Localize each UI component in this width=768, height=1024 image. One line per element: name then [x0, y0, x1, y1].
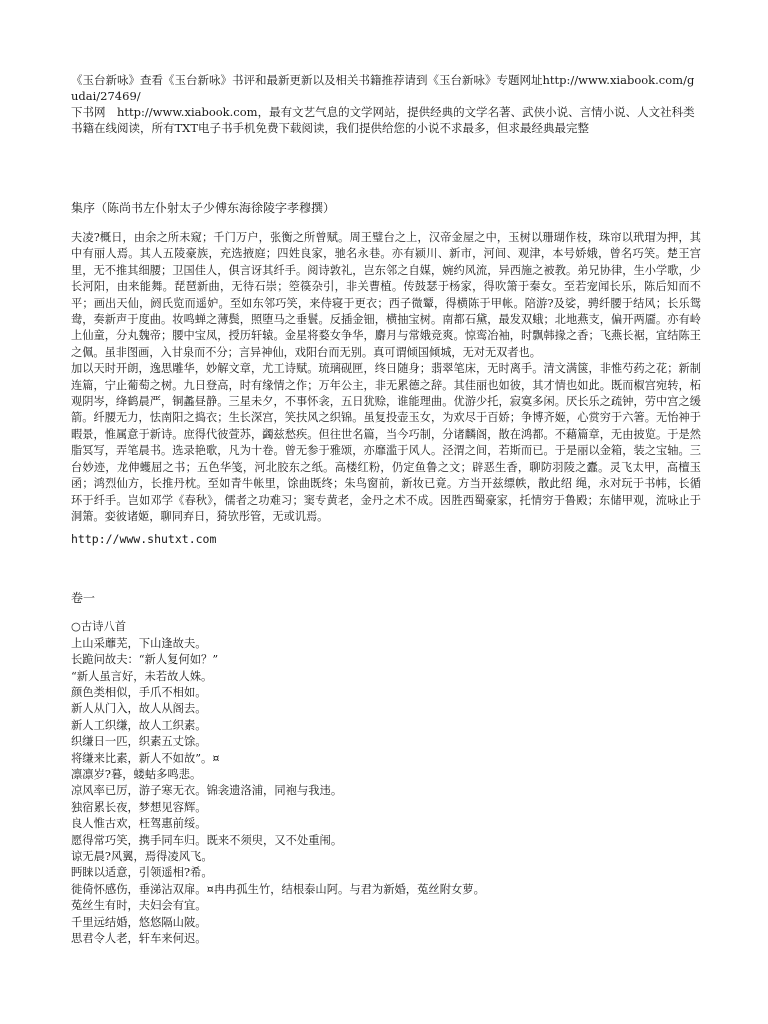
poem-line: 长跪问故夫：“新人复何如？” — [71, 653, 219, 667]
poem-line: 新人工织缣，故人工织素。 — [71, 718, 207, 732]
section-heading: ○古诗八首 — [71, 620, 127, 634]
poem-line: 菟丝生有时，夫妇会有宜。 — [71, 899, 207, 913]
poem-line: 将缣来比素，新人不如故”。¤ — [71, 751, 220, 765]
header-line-topic: 《玉台新咏》查看《玉台新咏》书评和最新更新以及相关书籍推荐请到《玉台新咏》专题网址http://www.xiabook.com/gudai/27469/ — [71, 73, 695, 103]
preface-title: 集序（陈尚书左仆射太子少傅东海徐陵字孝穆撰） — [71, 201, 336, 215]
poem-line: 思君令人老，轩车来何迟。 — [71, 932, 207, 946]
document-page — [71, 72, 701, 947]
poem-line: 凉风率已厉，游子寒无衣。锦衾遗洛浦，同袍与我违。 — [71, 784, 343, 798]
poem-line: 愿得常巧笑，携手同车归。既来不须臾，又不处重闱。 — [71, 833, 343, 847]
poem-line: 谅无晨?风翼，焉得凌风飞。 — [71, 850, 213, 863]
poem-line: 凛凛岁?暮，蝼蛄多鸣悲。 — [71, 767, 202, 781]
poem-line: 织缣日一匹，织素五丈馀。 — [71, 735, 207, 749]
poem-line: 良人惟古欢，枉驾惠前绥。 — [71, 817, 207, 831]
volume-title: 卷一 — [71, 591, 96, 606]
poem-line: 千里远结婚，悠悠隔山陂。 — [71, 915, 207, 929]
poem-line: 上山采蘼芜，下山逢故夫。 — [71, 636, 207, 650]
poem-lines — [71, 619, 701, 947]
poem-line: 徙倚怀感伤，垂涕沾双扉。¤冉冉孤生竹，结根泰山阿。与君为新婚，菟丝附女萝。 — [71, 882, 485, 896]
poem-line: “新人虽言好，未若故人姝。 — [71, 669, 213, 683]
poem-line: 眄睐以适意，引领遥相?希。 — [71, 866, 213, 880]
poem-line: 新人从门入，故人从阁去。 — [71, 702, 207, 716]
source-url: http://www.shutxt.com — [71, 532, 217, 547]
header-line-site: 下书网 http://www.xiabook.com，最有文艺气息的文学网站，提供经典的文学名著、武侠小说、言情小说、人文社科类书籍在线阅读，所有TXT电子书手机免费下载阅读，我们提供给您的小说不求最多，但求最经典最完整 — [71, 105, 695, 135]
preface-paragraph-2: 加以天时开朗，逸思雕华，妙解文章，尤工诗赋。琉璃砚匣，终日随身；翡翠笔床，无时离手。清文满箧，非惟芍药之花；新制连篇，宁止葡萄之树。九日登高，时有缘情之作；万年公主，非无累德之辞。其佳丽也如彼，其才情也如此。既而椒宫宛转，柘观阴岑，绛鹤晨严，铜蠡昼静。三星未夕，不事怀衾，五日犹赊，谁能理曲。优游少托，寂寞多闲。厌长乐之疏钟，劳中宫之缓箭。纤腰无力，怯南阳之捣衣；生长深宫，笑扶风之织锦。虽复投壶玉女，为欢尽于百娇；争博齐姬，心赏穷于六箸。无怡神于暇景，惟属意于新诗。庶得代彼萱苏，蠲兹愁疾。但往世名篇，当今巧制，分诸麟阁，散在鸿都。不藉篇章，无由披览。于是然脂冥写，弄笔晨书。选录艳歌，凡为十卷。曾无参于雅颂，亦靡滥于风人。泾渭之间，若斯而已。于是丽以金箱，装之宝轴。三台妙迹，龙伸蠖屈之书；五色华笺，河北胶东之纸。高楼红粉，仍定鱼鲁之文；辟恶生香，聊防羽陵之蠹。灵飞太甲，高檀玉函；鸿烈仙方，长推丹枕。至如青牛帐里，馀曲既终；朱鸟窗前，新妆已竟。方当开兹缥帙，散此绍 绳，永对玩于书帏，长循环于纤手。岂如邓学《春秋》，儒者之功难习；窦专黄老，金丹之术不成。因胜西蜀豪家，托情穷于鲁殿；东储甲观，流咏止于洞箫。娈彼诸姬，聊同弃日，猗欤彤管，无或讥焉。 — [71, 362, 701, 523]
poem-line: 颜色类相似，手爪不相如。 — [71, 685, 207, 699]
preface-paragraph-1: 夫凌?概日，由余之所未窥；千门万户，张衡之所曾赋。周王璧台之上，汉帝金屋之中，玉树以珊瑚作枝，珠帘以玳瑁为押，其中有丽人焉。其人五陵豪族，充选掖庭；四姓良家，驰名永巷。亦有颍川、新市，河间、观津，本号娇娥，曾名巧笑。楚王宫里，无不推其细腰；卫国佳人，俱言讶其纤手。阅诗敦礼，岂东邻之自媒，婉约风流，异西施之被教。弟兄协律，生小学歌，少长河阳，由来能舞。琵琶新曲，无待石崇；箜篌杂引，非关曹植。传鼓瑟于杨家，得吹箫于秦女。至若宠闻长乐，陈后知而不平；画出天仙，阏氏览而遥妒。至如东邻巧笑，来侍寝于更衣；西子微颦，得横陈于甲帐。陪游?及娑，骋纤腰于结风；长乐鸳鸯，奏新声于度曲。妆鸣蝉之薄鬓，照堕马之垂鬟。反插金钿，横抽宝树。南都石黛，最发双蛾；北地燕支，偏开两靥。亦有岭上仙童，分丸魏帝；腰中宝凤，授历轩辕。金星将婺女争华，麝月与常娥竞爽。惊鸾冶袖，时飘韩掾之香；飞燕长裾，宜结陈王之佩。虽非图画，入甘泉而不分；言异神仙，戏阳台而无别。真可谓倾国倾城，无对无双者也。 — [71, 231, 701, 359]
poem-line: 独宿累长夜，梦想见容辉。 — [71, 800, 207, 814]
